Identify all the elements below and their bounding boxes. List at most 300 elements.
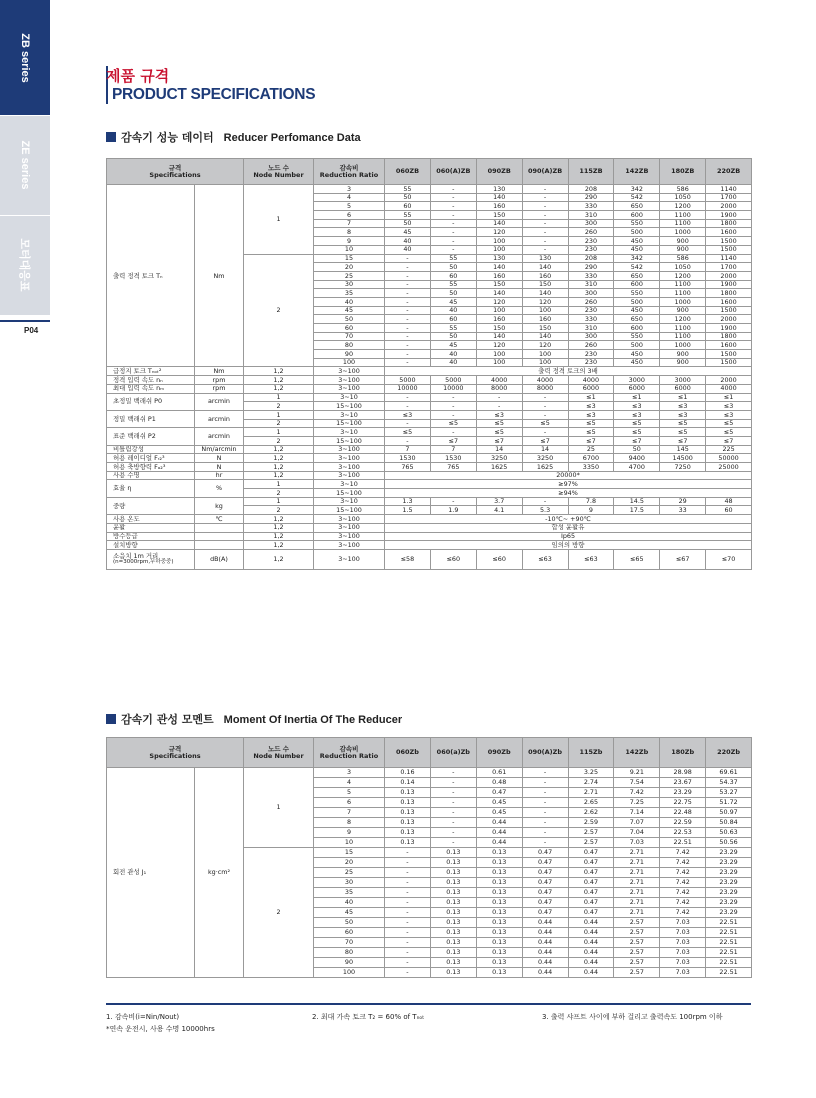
ratio-cell: 80 [314, 341, 385, 350]
value-cell: 23.29 [706, 888, 752, 898]
value-cell: - [430, 828, 476, 838]
value-cell: 7.42 [660, 898, 706, 908]
value-cell: 14500 [660, 454, 706, 463]
node-header-ko: 노드 수 [267, 745, 290, 753]
node-cell: 1,2 [244, 549, 314, 569]
value-cell: 0.13 [430, 908, 476, 918]
value-cell: 4000 [476, 376, 522, 385]
sidebar-tab-ze[interactable] [0, 115, 50, 215]
ratio-cell: 3~10 [314, 497, 385, 506]
section-heading-inertia [106, 711, 402, 727]
value-cell: - [385, 271, 431, 280]
ratio-cell: 3~10 [314, 410, 385, 419]
value-cell: ≤1 [614, 393, 660, 402]
ratio-cell: 20 [314, 263, 385, 272]
value-cell: 0.44 [476, 838, 522, 848]
value-cell: - [385, 419, 431, 428]
value-cell: 23.29 [706, 878, 752, 888]
value-cell: 550 [614, 219, 660, 228]
model-header: 115ZB [568, 159, 614, 185]
value-cell: ≤60 [430, 549, 476, 569]
node-cell: 1 [244, 497, 314, 506]
value-cell: 900 [660, 245, 706, 254]
value-cell: 50 [430, 289, 476, 298]
value-cell: 22.53 [660, 828, 706, 838]
value-cell: 1600 [706, 228, 752, 237]
value-cell: 6000 [660, 384, 706, 393]
inertia-table [106, 737, 752, 978]
row-label: 정격 입력 속도 nₙ [107, 376, 195, 385]
value-cell: 600 [614, 280, 660, 289]
value-cell: 53.27 [706, 788, 752, 798]
node-cell: 1 [244, 393, 314, 402]
value-cell: 900 [660, 306, 706, 315]
value-cell: - [522, 410, 568, 419]
value-cell: 0.47 [522, 898, 568, 908]
value-cell: - [385, 297, 431, 306]
value-cell: 0.47 [522, 868, 568, 878]
ratio-cell: 9 [314, 237, 385, 246]
value-cell: - [385, 402, 431, 411]
ratio-cell: 100 [314, 968, 385, 978]
value-cell: - [385, 324, 431, 333]
model-header: 220Zb [706, 738, 752, 768]
table-row [107, 454, 752, 463]
value-cell: ≤3 [614, 410, 660, 419]
value-cell: 450 [614, 306, 660, 315]
merged-value-cell: -10℃~ +90℃ [385, 515, 752, 524]
value-cell: 9.21 [614, 768, 660, 778]
value-cell: 7.42 [660, 858, 706, 868]
model-header: 060(A)ZB [430, 159, 476, 185]
value-cell: - [522, 402, 568, 411]
row-label: 허용 축방향력 Fₐ₂³ [107, 463, 195, 472]
value-cell: 7.03 [660, 918, 706, 928]
value-cell: 0.48 [476, 778, 522, 788]
value-cell: 0.13 [476, 888, 522, 898]
value-cell: 1500 [706, 237, 752, 246]
ratio-cell: 5 [314, 202, 385, 211]
ratio-cell: 15 [314, 254, 385, 263]
value-cell: 4700 [614, 463, 660, 472]
value-cell: 120 [476, 297, 522, 306]
node-cell: 1,2 [244, 541, 314, 550]
value-cell: ≤5 [614, 419, 660, 428]
ratio-cell: 25 [314, 868, 385, 878]
merged-value-cell: 20000* [385, 471, 752, 480]
node-header [244, 738, 314, 768]
row-label: 비틀림강성 [107, 445, 195, 454]
node-cell: 1,2 [244, 471, 314, 480]
ratio-cell: 3~10 [314, 428, 385, 437]
value-cell: 120 [476, 341, 522, 350]
value-cell: 7.04 [614, 828, 660, 838]
table-row [107, 410, 752, 419]
square-bullet-icon [106, 714, 116, 724]
value-cell: 0.13 [430, 958, 476, 968]
sidebar-divider [0, 215, 50, 216]
value-cell: - [385, 289, 431, 298]
sidebar-tab-motor-label: 모터대응표 [18, 238, 30, 292]
value-cell: 22.51 [706, 938, 752, 948]
row-label: 최대 입력 속도 nₘ [107, 384, 195, 393]
value-cell: ≤5 [706, 419, 752, 428]
value-cell: - [522, 202, 568, 211]
page-title-ko: 제품 규격 [106, 67, 170, 85]
value-cell: 0.13 [476, 848, 522, 858]
value-cell: 145 [660, 445, 706, 454]
ratio-cell: 60 [314, 928, 385, 938]
value-cell: 10000 [385, 384, 431, 393]
table-row [107, 497, 752, 506]
value-cell: - [385, 350, 431, 359]
value-cell: - [385, 918, 431, 928]
row-label: 사용 온도 [107, 515, 195, 524]
value-cell: 0.44 [568, 958, 614, 968]
value-cell: 9400 [614, 454, 660, 463]
ratio-cell: 4 [314, 193, 385, 202]
value-cell: ≤5 [568, 428, 614, 437]
value-cell: 2.71 [614, 908, 660, 918]
value-cell: 1625 [522, 463, 568, 472]
value-cell: 45 [430, 297, 476, 306]
value-cell: 1100 [660, 289, 706, 298]
value-cell: - [430, 818, 476, 828]
value-cell: 100 [476, 306, 522, 315]
table-row [107, 541, 752, 550]
row-unit: Nm [195, 367, 244, 376]
ratio-cell: 40 [314, 898, 385, 908]
value-cell: 1700 [706, 193, 752, 202]
row-unit: % [195, 480, 244, 497]
node-cell: 2 [244, 436, 314, 445]
value-cell: ≤1 [568, 393, 614, 402]
sidebar-tab-ze-label: ZE series [19, 140, 31, 190]
value-cell: - [385, 888, 431, 898]
value-cell: 300 [568, 289, 614, 298]
table-row [107, 428, 752, 437]
value-cell: 2.57 [568, 838, 614, 848]
value-cell: - [430, 778, 476, 788]
value-cell: 0.47 [522, 908, 568, 918]
row-unit: hr [195, 471, 244, 480]
value-cell: ≤5 [660, 428, 706, 437]
row-unit: Nm/arcmin [195, 445, 244, 454]
value-cell: 23.29 [706, 868, 752, 878]
value-cell: 1050 [660, 193, 706, 202]
value-cell: 0.13 [430, 848, 476, 858]
ratio-cell: 7 [314, 219, 385, 228]
value-cell: 3250 [522, 454, 568, 463]
value-cell: 310 [568, 211, 614, 220]
table-row [107, 768, 752, 778]
value-cell: 6000 [614, 384, 660, 393]
value-cell: 2.71 [614, 858, 660, 868]
value-cell: 900 [660, 350, 706, 359]
value-cell: - [430, 808, 476, 818]
value-cell: 450 [614, 237, 660, 246]
value-cell: 3350 [568, 463, 614, 472]
sidebar-tab-motor[interactable] [0, 215, 50, 315]
value-cell: - [385, 868, 431, 878]
row-unit: N [195, 454, 244, 463]
value-cell: 150 [476, 324, 522, 333]
performance-table [106, 158, 752, 570]
value-cell: 2.57 [614, 968, 660, 978]
ratio-cell: 5 [314, 788, 385, 798]
value-cell: 3000 [614, 376, 660, 385]
ratio-header [314, 159, 385, 185]
value-cell: 0.44 [522, 948, 568, 958]
value-cell: 22.51 [706, 958, 752, 968]
value-cell: 160 [476, 202, 522, 211]
value-cell: 22.51 [706, 918, 752, 928]
ratio-cell: 3~100 [314, 454, 385, 463]
value-cell: 550 [614, 289, 660, 298]
model-header: 090Zb [476, 738, 522, 768]
value-cell: 230 [568, 237, 614, 246]
value-cell: 586 [660, 185, 706, 194]
value-cell: 130 [476, 254, 522, 263]
value-cell: 7.42 [614, 788, 660, 798]
value-cell: 1100 [660, 332, 706, 341]
ratio-cell: 3~100 [314, 471, 385, 480]
spec-header [107, 159, 244, 185]
value-cell: 0.13 [385, 818, 431, 828]
value-cell: 900 [660, 358, 706, 367]
value-cell: 3000 [660, 376, 706, 385]
model-header: 115Zb [568, 738, 614, 768]
section-performance-ko: 감속기 성능 데이터 [121, 131, 214, 144]
value-cell: 1600 [706, 297, 752, 306]
value-cell: 900 [660, 237, 706, 246]
value-cell: 0.13 [385, 828, 431, 838]
value-cell: 1500 [706, 306, 752, 315]
value-cell: 0.61 [476, 768, 522, 778]
value-cell: 40 [430, 350, 476, 359]
value-cell: 0.13 [430, 858, 476, 868]
row-unit: arcmin [195, 428, 244, 445]
value-cell: ≤7 [522, 436, 568, 445]
value-cell: 50 [614, 445, 660, 454]
ratio-cell: 3~100 [314, 445, 385, 454]
value-cell: 500 [614, 228, 660, 237]
row-label: 윤활 [107, 523, 195, 532]
value-cell: 50 [430, 263, 476, 272]
value-cell: ≤5 [430, 419, 476, 428]
value-cell: - [522, 428, 568, 437]
ratio-cell: 3~100 [314, 532, 385, 541]
row-unit: dB(A) [195, 549, 244, 569]
value-cell: 0.44 [522, 918, 568, 928]
value-cell: ≤3 [706, 402, 752, 411]
value-cell: - [476, 402, 522, 411]
value-cell: 100 [522, 306, 568, 315]
value-cell: 17.5 [614, 506, 660, 515]
ratio-cell: 90 [314, 958, 385, 968]
value-cell: 1500 [706, 350, 752, 359]
value-cell: 290 [568, 193, 614, 202]
page-title-en: PRODUCT SPECIFICATIONS [112, 86, 316, 103]
value-cell: 9 [568, 506, 614, 515]
header-row [107, 738, 752, 768]
table-row [107, 445, 752, 454]
value-cell: 50.63 [706, 828, 752, 838]
value-cell: 230 [568, 350, 614, 359]
value-cell: 150 [522, 324, 568, 333]
value-cell: 1600 [706, 341, 752, 350]
value-cell: 0.16 [385, 768, 431, 778]
value-cell: 54.37 [706, 778, 752, 788]
value-cell: 60 [385, 202, 431, 211]
ratio-cell: 15~100 [314, 489, 385, 498]
value-cell: 0.13 [476, 868, 522, 878]
value-cell: 1000 [660, 228, 706, 237]
value-cell: 23.29 [706, 908, 752, 918]
value-cell: - [522, 228, 568, 237]
value-cell: 23.29 [660, 788, 706, 798]
value-cell: 6000 [568, 384, 614, 393]
value-cell: 765 [430, 463, 476, 472]
value-cell: 100 [476, 350, 522, 359]
value-cell: ≤7 [614, 436, 660, 445]
value-cell: 310 [568, 324, 614, 333]
value-cell: 50 [385, 219, 431, 228]
value-cell: ≤7 [660, 436, 706, 445]
value-cell: 140 [476, 219, 522, 228]
value-cell: 1200 [660, 271, 706, 280]
row-label: 초정밀 백래쉬 P0 [107, 393, 195, 410]
value-cell: 22.48 [660, 808, 706, 818]
model-header: 142ZB [614, 159, 660, 185]
ratio-cell: 3~100 [314, 549, 385, 569]
ratio-cell: 3 [314, 768, 385, 778]
value-cell: 765 [385, 463, 431, 472]
ratio-cell: 3~100 [314, 523, 385, 532]
value-cell: - [522, 828, 568, 838]
node-cell: 1,2 [244, 532, 314, 541]
node-cell: 1,2 [244, 523, 314, 532]
value-cell: 330 [568, 315, 614, 324]
value-cell: 120 [522, 341, 568, 350]
value-cell: 230 [568, 306, 614, 315]
value-cell: - [385, 968, 431, 978]
row-label: 중량 [107, 497, 195, 514]
value-cell: 300 [568, 219, 614, 228]
value-cell: 208 [568, 185, 614, 194]
value-cell: 0.13 [385, 798, 431, 808]
value-cell: 7.03 [660, 968, 706, 978]
node-cell: 1,2 [244, 445, 314, 454]
value-cell: - [385, 858, 431, 868]
table-row [107, 393, 752, 402]
value-cell: 0.44 [568, 948, 614, 958]
value-cell: 3.7 [476, 497, 522, 506]
merged-value-cell: 출력 정격 토크의 3배 [385, 367, 752, 376]
value-cell: 40 [385, 237, 431, 246]
sidebar-tab-zb[interactable] [0, 0, 50, 115]
value-cell: ≤3 [706, 410, 752, 419]
noise-sublabel: (n=3000rpm,무하중중) [113, 559, 174, 566]
footer-rule [106, 1003, 751, 1005]
value-cell: 33 [660, 506, 706, 515]
node-cell: 2 [244, 402, 314, 411]
value-cell: 1200 [660, 315, 706, 324]
ratio-cell: 4 [314, 778, 385, 788]
value-cell: 2.71 [614, 878, 660, 888]
row-label: 정밀 백래쉬 P1 [107, 410, 195, 427]
value-cell: - [385, 898, 431, 908]
value-cell: 60 [706, 506, 752, 515]
value-cell: 0.47 [568, 888, 614, 898]
value-cell: 1900 [706, 280, 752, 289]
value-cell: 7.03 [660, 928, 706, 938]
ratio-cell: 15 [314, 848, 385, 858]
table-row [107, 471, 752, 480]
value-cell: - [430, 219, 476, 228]
node-header-ko: 노드 수 [267, 164, 290, 172]
value-cell: - [430, 393, 476, 402]
value-cell: - [385, 254, 431, 263]
value-cell: 7.14 [614, 808, 660, 818]
value-cell: 22.59 [660, 818, 706, 828]
value-cell: ≤67 [660, 549, 706, 569]
ratio-cell: 60 [314, 324, 385, 333]
value-cell: 450 [614, 245, 660, 254]
value-cell: ≤5 [476, 428, 522, 437]
node-cell: 2 [244, 506, 314, 515]
row-unit: arcmin [195, 393, 244, 410]
value-cell: - [522, 798, 568, 808]
value-cell: 140 [476, 193, 522, 202]
value-cell: 1500 [706, 358, 752, 367]
node-cell: 1 [244, 428, 314, 437]
value-cell: 500 [614, 297, 660, 306]
value-cell: 14 [522, 445, 568, 454]
value-cell: ≤70 [706, 549, 752, 569]
value-cell: - [522, 185, 568, 194]
value-cell: 650 [614, 271, 660, 280]
value-cell: ≤5 [522, 419, 568, 428]
ratio-cell: 20 [314, 858, 385, 868]
ratio-cell: 35 [314, 888, 385, 898]
node-cell: 2 [244, 254, 314, 367]
value-cell: 0.44 [522, 968, 568, 978]
node-cell: 1,2 [244, 367, 314, 376]
value-cell: 50 [430, 332, 476, 341]
value-cell: ≤3 [660, 410, 706, 419]
value-cell: ≤63 [522, 549, 568, 569]
value-cell: 1500 [706, 245, 752, 254]
value-cell: - [522, 193, 568, 202]
ratio-cell: 45 [314, 908, 385, 918]
value-cell: 2000 [706, 315, 752, 324]
value-cell: - [430, 228, 476, 237]
ratio-cell: 3 [314, 185, 385, 194]
value-cell: - [385, 928, 431, 938]
value-cell: 130 [522, 254, 568, 263]
value-cell: 7.03 [660, 948, 706, 958]
value-cell: - [385, 958, 431, 968]
value-cell: 542 [614, 263, 660, 272]
value-cell: 2.62 [568, 808, 614, 818]
value-cell: 100 [476, 237, 522, 246]
value-cell: 0.44 [522, 928, 568, 938]
value-cell: - [522, 245, 568, 254]
spec-header-ko: 규격 [168, 164, 182, 172]
ratio-cell: 30 [314, 280, 385, 289]
value-cell: ≤1 [706, 393, 752, 402]
